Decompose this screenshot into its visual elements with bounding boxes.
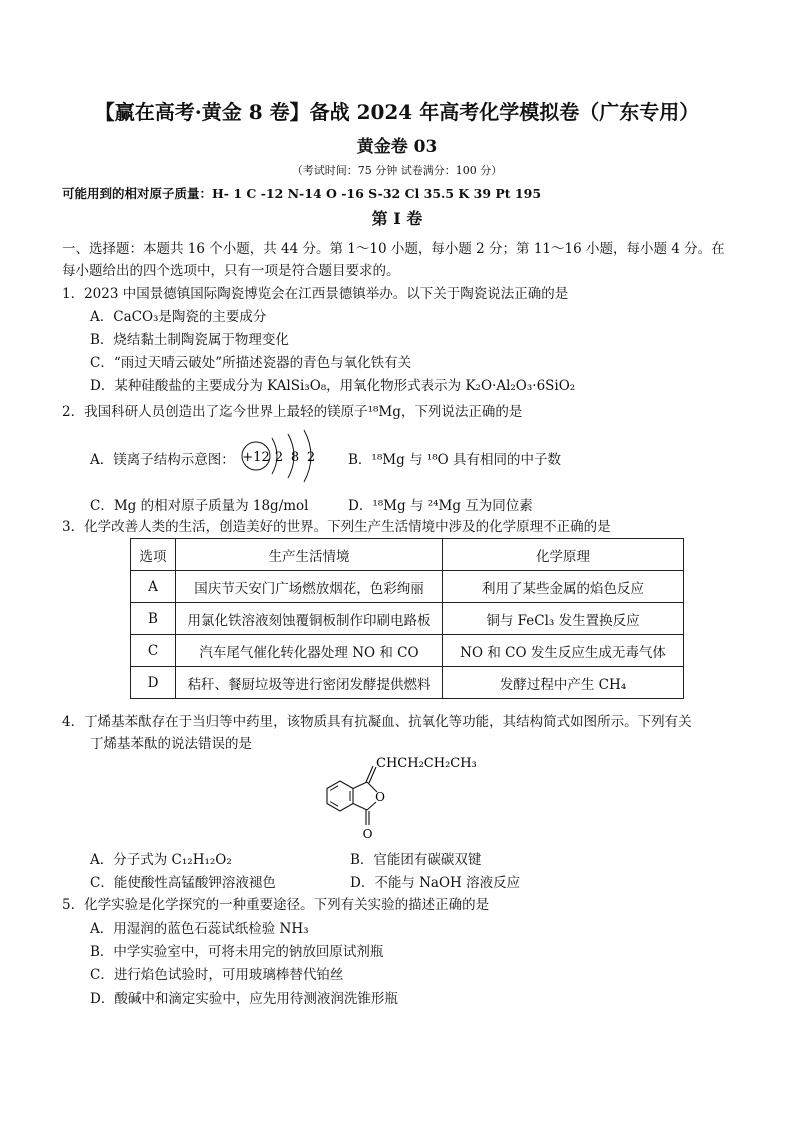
- table-cell: 利用了某些金属的焰色反应: [443, 571, 684, 603]
- section-intro-line1: 一、选择题：本题共 16 个小题，共 44 分。第 1～10 小题，每小题 2 分；第 11～16 小题，每小题 4 分。在: [62, 241, 725, 257]
- side-chain-label: CHCH₂CH₂CH₃: [376, 756, 477, 771]
- q5-option-d: D．酸碱中和滴定实验中，应先用待测液润洗锥形瓶: [90, 991, 398, 1007]
- q4-stem-line2: 丁烯基苯酞的说法错误的是: [90, 736, 252, 752]
- q4-option-b: B．官能团有碳碳双键: [350, 852, 482, 868]
- table-cell: C: [131, 635, 176, 667]
- table-cell: 秸秆、餐厨垃圾等进行密闭发酵提供燃料: [176, 667, 443, 699]
- q2-stem: 2．我国科研人员创造出了迄今世界上最轻的镁原子¹⁸Mg，下列说法正确的是: [62, 404, 523, 420]
- q4-option-c: C．能使酸性高锰酸钾溶液褪色: [90, 875, 276, 891]
- section-intro-line2: 每小题给出的四个选项中，只有一项是符合题目要求的。: [62, 263, 400, 279]
- table-row: [131, 603, 684, 635]
- q3-stem: 3．化学改善人类的生活，创造美好的世界。下列生产生活情境中涉及的化学原理不正确的是: [62, 519, 611, 535]
- table-header-row: [131, 539, 684, 571]
- q2-option-a: A．镁离子结构示意图：: [90, 452, 235, 468]
- table-header-cell: 生产生活情境: [176, 539, 443, 571]
- table-row: [131, 571, 684, 603]
- q1-stem: 1．2023 中国景德镇国际陶瓷博览会在江西景德镇举办。以下关于陶瓷说法正确的是: [62, 286, 569, 302]
- q1-option-b: B．烧结黏土制陶瓷属于物理变化: [90, 332, 289, 348]
- table-cell: D: [131, 667, 176, 699]
- atomic-masses: 可能用到的相对原子质量：H- 1 C -12 N-14 O -16 S-32 Cl 35.5 K 39 Pt 195: [62, 186, 542, 201]
- q4-option-d: D．不能与 NaOH 溶液反应: [350, 875, 521, 891]
- q1-option-d: D．某种硅酸盐的主要成分为 KAlSi₃O₈，用氧化物形式表示为 K₂O·Al₂O₃·6SiO₂: [90, 378, 576, 394]
- table-cell: NO 和 CO 发生反应生成无毒气体: [443, 635, 684, 667]
- exam-info: （考试时间：75 分钟 试卷满分：100 分）: [291, 164, 503, 177]
- table-cell: A: [131, 571, 176, 603]
- q3-table: [130, 538, 684, 699]
- table-header-cell: 化学原理: [443, 539, 684, 571]
- q5-option-b: B．中学实验室中，可将未用完的钠放回原试剂瓶: [90, 944, 384, 960]
- q1-option-c: C．“雨过天晴云破处”所描述瓷器的青色与氧化铁有关: [90, 355, 412, 371]
- q2-option-d: D．¹⁸Mg 与 ²⁴Mg 互为同位素: [348, 498, 533, 514]
- ring-oxygen-label: O: [375, 790, 385, 804]
- q5-option-c: C．进行焰色试验时，可用玻璃棒替代铂丝: [90, 967, 344, 983]
- q4-option-a: A．分子式为 C₁₂H₁₂O₂: [90, 852, 232, 868]
- exam-title: 【赢在高考·黄金 8 卷】备战 2024 年高考化学模拟卷（广东专用）: [94, 100, 700, 124]
- q2-option-c: C．Mg 的相对原子质量为 18g/mol: [90, 498, 309, 514]
- table-cell: 汽车尾气催化转化器处理 NO 和 CO: [176, 635, 443, 667]
- nucleus-label: +12: [242, 450, 270, 465]
- table-row: [131, 667, 684, 699]
- shell-3-count: 2: [306, 450, 316, 465]
- q5-stem: 5．化学实验是化学探究的一种重要途径。下列有关实验的描述正确的是: [62, 897, 490, 913]
- table-cell: 铜与 FeCl₃ 发生置换反应: [443, 603, 684, 635]
- table-header-cell: 选项: [131, 539, 176, 571]
- paper-subtitle: 黄金卷 03: [356, 137, 438, 157]
- q1-option-a: A．CaCO₃是陶瓷的主要成分: [90, 309, 267, 325]
- q4-stem-line1: 4．丁烯基苯酞存在于当归等中药里，该物质具有抗凝血、抗氧化等功能，其结构简式如图所示。下列有关: [62, 714, 692, 730]
- q2-option-b: B．¹⁸Mg 与 ¹⁸O 具有相同的中子数: [348, 452, 561, 468]
- table-cell: 国庆节天安门广场燃放烟花，色彩绚丽: [176, 571, 443, 603]
- table-cell: 用氯化铁溶液刻蚀覆铜板制作印刷电路板: [176, 603, 443, 635]
- q5-option-a: A．用湿润的蓝色石蕊试纸检验 NH₃: [90, 921, 309, 937]
- shell-1-count: 2: [274, 450, 284, 465]
- butylidenephthalide-structure: [310, 750, 500, 842]
- table-row: [131, 635, 684, 667]
- carbonyl-oxygen-label: O: [362, 827, 373, 841]
- mg-ion-structure-diagram: [238, 420, 328, 492]
- shell-2-count: 8: [290, 450, 300, 465]
- table-cell: B: [131, 603, 176, 635]
- table-cell: 发酵过程中产生 CH₄: [443, 667, 684, 699]
- volume-heading: 第 I 卷: [371, 209, 423, 228]
